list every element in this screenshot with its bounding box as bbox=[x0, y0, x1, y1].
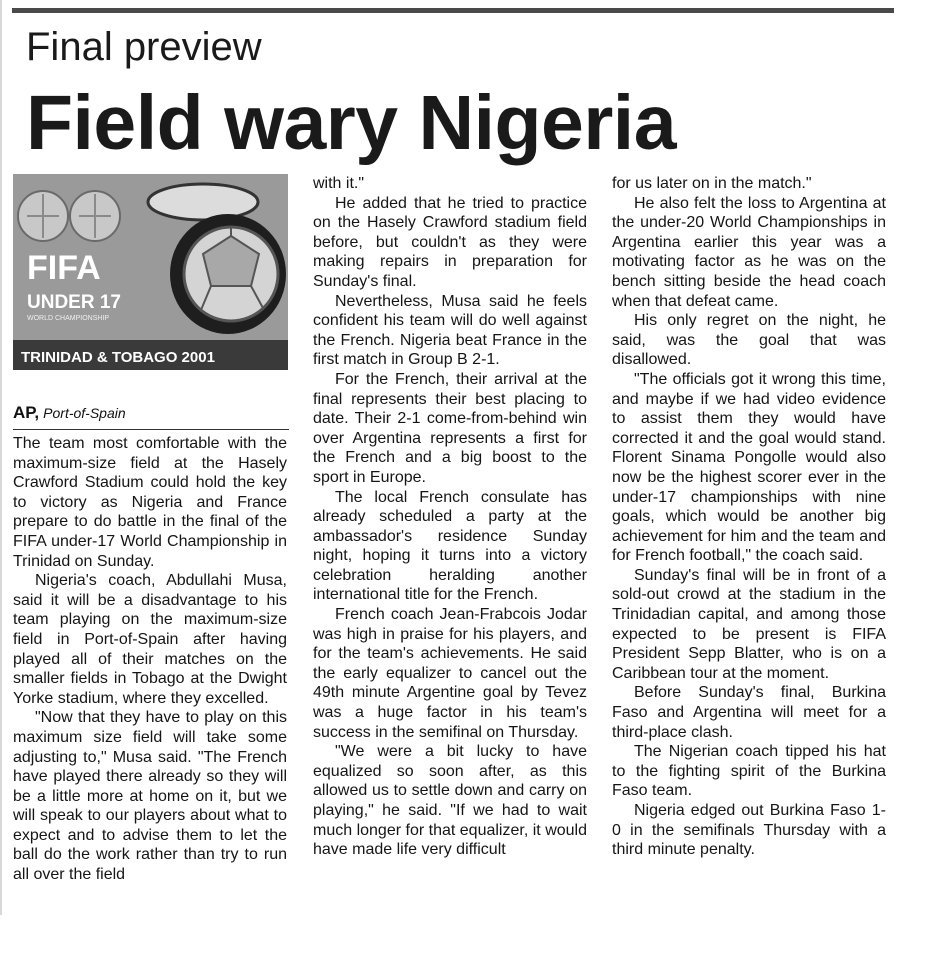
paragraph: Nigeria edged out Burkina Faso 1-0 in the semifinals Thursday with a third minute penalty. bbox=[612, 802, 886, 859]
article-column-2 bbox=[313, 174, 587, 860]
logo-brand: FIFA bbox=[27, 249, 101, 287]
paragraph: "The officials got it wrong this time, and maybe if we had video evidence to assist them they would have corrected it and the goal would stand. Florent Sinama Pongolle would also now be the highest scorer ever in the under-17 championships with nine goals, which would be another big achievement for him and the team and for French football," the coach said. bbox=[612, 370, 886, 565]
paragraph: The Nigerian coach tipped his hat to the fighting spirit of the Burkina Faso team. bbox=[612, 743, 886, 800]
paragraph: He also felt the loss to Argentina at the under-20 World Championships in Argentina earlier this year was a motivating factor as he was on the bench sitting beside the head coach when that defeat came. bbox=[612, 194, 886, 310]
paragraph: Nevertheless, Musa said he feels confident his team will do well against the French. Nigeria beat France in the first match in Group B 2-1. bbox=[313, 292, 587, 369]
page-edge bbox=[0, 0, 2, 915]
paragraph: His only regret on the night, he said, was the goal that was disallowed. bbox=[612, 312, 886, 369]
headline: Field wary Nigeria bbox=[26, 80, 677, 166]
paragraph: For the French, their arrival at the final represents their best placing to date. Their 2-1 come-from-behind win over Argentina represents a first for the French and a big boost to the sport in Europe. bbox=[313, 370, 587, 486]
paragraph: The local French consulate has already scheduled a party at the ambassador's residence Sunday night, hoping it turns into a victory celebration heralding another international title for the French. bbox=[313, 488, 587, 604]
byline-place: Port-of-Spain bbox=[43, 405, 126, 421]
paragraph: The team most comfortable with the maximum-size field at the Hasely Crawford Stadium could hold the key to victory as Nigeria and France prepare to do battle in the final of the FIFA under-17 World Championship in Trinidad on Sunday. bbox=[13, 435, 287, 570]
paragraph: "Now that they have to play on this maximum size field will take some adjusting to," Musa said. "The French have played there already so they will be a little more at home on it, but we will speak to our players about what to expect and to advise them to let the ball do the work rather than try to run all over the field bbox=[13, 709, 287, 884]
paragraph: Sunday's final will be in front of a sold-out crowd at the stadium in the Trinidadian capital, and among those expected to be present is FIFA President Sepp Blatter, who is on a Caribbean tour at the moment. bbox=[612, 566, 886, 682]
fifa-u17-logo bbox=[13, 174, 288, 370]
paragraph: French coach Jean-Frabcois Jodar was high in praise for his players, and for the team's achievements. He said the early equalizer to cancel out the 49th minute Argentine goal by Tevez was a huge factor in his team's success in the semifinal on Thursday. bbox=[313, 606, 587, 741]
paragraph: Nigeria's coach, Abdullahi Musa, said it will be a disadvantage to his team playing on the maximum-size field in Port-of-Spain after having played all of their matches on the smaller fields in Tobago at the Dwight Yorke stadium, where they excelled. bbox=[13, 572, 287, 707]
logo-tagline: WORLD CHAMPIONSHIP bbox=[27, 315, 110, 322]
logo-event: TRINIDAD & TOBAGO 2001 bbox=[21, 349, 215, 366]
byline bbox=[13, 403, 289, 430]
paragraph: for us later on in the match." bbox=[612, 175, 812, 192]
top-rule bbox=[12, 8, 894, 13]
byline-agency: AP, bbox=[13, 403, 40, 422]
paragraph: Before Sunday's final, Burkina Faso and Argentina will meet for a third-place clash. bbox=[612, 684, 886, 741]
paragraph: He added that he tried to practice on the Hasely Crawford stadium field before, but couldn't as they were making repairs in preparation for Sunday's final. bbox=[313, 194, 587, 290]
logo-subtitle: UNDER 17 bbox=[27, 292, 121, 313]
kicker: Final preview bbox=[26, 25, 262, 69]
article-column-3 bbox=[612, 174, 886, 860]
article-column-1 bbox=[13, 434, 287, 885]
paragraph: "We were a bit lucky to have equalized so soon after, as this allowed us to settle down and carry on playing," he said. "If we had to wait much longer for that equalizer, it would have made life very difficult bbox=[313, 743, 587, 859]
paragraph: with it." bbox=[313, 175, 365, 192]
